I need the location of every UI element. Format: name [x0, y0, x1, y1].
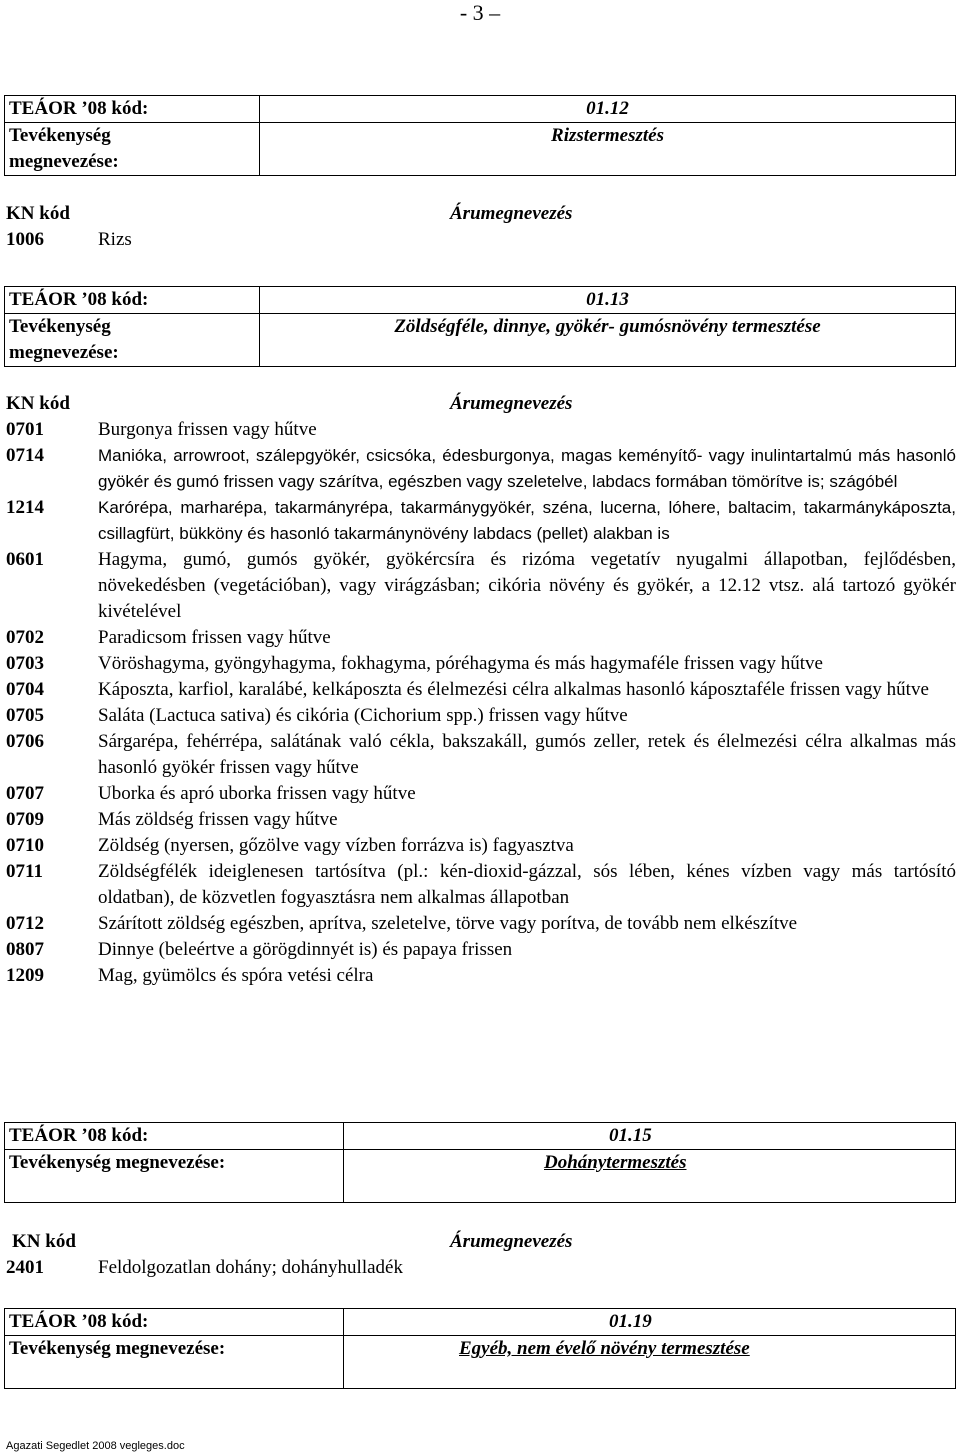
item-description: Káposzta, karfiol, karalábé, kelkáposzta és élelmezési célra alkalmas hasonló káposztaféle frissen vagy hűtve: [98, 679, 929, 700]
list-item: [6, 807, 956, 833]
kn-code: 0705: [6, 705, 44, 726]
entries-0115: [6, 1255, 956, 1281]
item-description: Más zöldség frissen vagy hűtve: [98, 809, 338, 830]
item-description: Saláta (Lactuca sativa) és cikória (Cichorium spp.) frissen vagy hűtve: [98, 705, 628, 726]
teaor-label: TEÁOR ’08 kód:: [5, 96, 260, 123]
list-item: [6, 417, 956, 443]
list-item: [6, 1255, 956, 1281]
list-item: [6, 911, 956, 937]
item-description: Mag, gyümölcs és spóra vetési célra: [98, 965, 374, 986]
kn-code: 0702: [6, 627, 44, 648]
teaor-label: TEÁOR ’08 kód:: [5, 1309, 344, 1336]
activity-label: Tevékenység megnevezése:: [5, 314, 260, 367]
list-item: [6, 677, 956, 703]
kn-code: 1214: [6, 497, 44, 518]
item-description: Karórépa, marharépa, takarmányrépa, takarmánygyökér, széna, lucerna, lóhere, baltacim, takarmánykáposzta, csillagfürt, bükköny és hasonló takarmánynövény labdacs (pellet) alakban is: [98, 498, 956, 543]
kn-kod-label: KN kód: [6, 203, 70, 224]
item-description: Vöröshagyma, gyöngyhagyma, fokhagyma, póréhagyma és más hagymaféle frissen vagy hűtve: [98, 653, 823, 674]
item-description: Paradicsom frissen vagy hűtve: [98, 627, 331, 648]
kn-kod-label: KN kód: [6, 393, 70, 414]
activity-name: Rizstermesztés: [260, 123, 956, 176]
item-description: Dinnye (beleértve a görögdinnyét is) és papaya frissen: [98, 939, 513, 960]
arumegnevezes-label: Árumegnevezés: [450, 1231, 573, 1252]
kn-code: 0707: [6, 783, 44, 804]
list-item: [6, 781, 956, 807]
page-number: - 3 –: [459, 0, 501, 25]
activity-label: Tevékenység megnevezése:: [5, 1150, 344, 1203]
list-item: [6, 963, 956, 989]
arumegnevezes-label: Árumegnevezés: [450, 393, 573, 414]
kn-code: 0714: [6, 445, 44, 466]
activity-name: Egyéb, nem évelő növény termesztése: [344, 1336, 956, 1389]
teaor-table-0113: [4, 286, 956, 367]
kn-kod-label: KN kód: [12, 1231, 76, 1252]
list-item: [6, 227, 956, 253]
teaor-code: 01.15: [344, 1123, 956, 1150]
entries-0112: [6, 227, 956, 253]
list-item: [6, 625, 956, 651]
list-item: [6, 443, 956, 495]
arumegnevezes-label: Árumegnevezés: [450, 203, 573, 224]
kn-code: 0703: [6, 653, 44, 674]
kn-code: 0710: [6, 835, 44, 856]
teaor-code: 01.13: [260, 287, 956, 314]
kn-code: 0807: [6, 939, 44, 960]
kn-code: 0712: [6, 913, 44, 934]
kn-code: 2401: [6, 1257, 44, 1278]
kn-code: 0706: [6, 731, 44, 752]
item-description: Manióka, arrowroot, szálepgyökér, csicsóka, édesburgonya, magas keményítő- vagy inulintartalmú más hasonló gyökér és gumó frissen vagy szárítva, egészben vagy szeletelve, labdacs formában tömörítve is; szágóbél: [98, 446, 956, 491]
kn-code: 0701: [6, 419, 44, 440]
item-description: Zöldségfélék ideiglenesen tartósítva (pl.: kén-dioxid-gázzal, sós lében, kénes vízben vagy más tartósító oldatban), de közvetlen fogyasztásra nem alkalmas állapotban: [98, 861, 956, 908]
activity-label: Tevékenység megnevezése:: [5, 123, 260, 176]
list-item: [6, 833, 956, 859]
activity-label: Tevékenység megnevezése:: [5, 1336, 344, 1389]
list-item: [6, 729, 956, 781]
list-item: [6, 651, 956, 677]
activity-name: Dohánytermesztés: [344, 1150, 956, 1203]
teaor-code: 01.12: [260, 96, 956, 123]
teaor-table-0119: [4, 1308, 956, 1389]
item-description: Szárított zöldség egészben, aprítva, szeletelve, törve vagy porítva, de tovább nem elkészítve: [98, 913, 798, 934]
item-description: Sárgarépa, fehérrépa, salátának való cékla, bakszakáll, gumós zeller, retek és élelmezési célra alkalmas más hasonló gyökér frissen vagy hűtve: [98, 731, 956, 778]
item-description: Burgonya frissen vagy hűtve: [98, 419, 317, 440]
item-description: Rizs: [98, 229, 132, 250]
entries-0113: [6, 417, 956, 989]
document-filename: Agazati Segedlet 2008 vegleges.doc: [6, 1440, 185, 1452]
item-description: Hagyma, gumó, gumós gyökér, gyökércsíra és rizóma vegetatív nyugalmi állapotban, fejlődésben, növekedésben (vegetációban), vagy virágzásban; cikória növény és gyökér, a 12.12 vtsz. alá tartozó gyökér kivételével: [98, 549, 956, 622]
kn-code: 0711: [6, 861, 43, 882]
kn-code: 1209: [6, 965, 44, 986]
teaor-code: 01.19: [344, 1309, 956, 1336]
kn-code: 1006: [6, 229, 44, 250]
list-item: [6, 547, 956, 625]
kn-code: 0709: [6, 809, 44, 830]
teaor-label: TEÁOR ’08 kód:: [5, 287, 260, 314]
item-description: Zöldség (nyersen, gőzölve vagy vízben forrázva is) fagyasztva: [98, 835, 574, 856]
list-item: [6, 937, 956, 963]
list-item: [6, 703, 956, 729]
teaor-label: TEÁOR ’08 kód:: [5, 1123, 344, 1150]
kn-code: 0704: [6, 679, 44, 700]
list-item: [6, 859, 956, 911]
item-description: Feldolgozatlan dohány; dohányhulladék: [98, 1257, 403, 1278]
kn-code: 0601: [6, 549, 44, 570]
activity-name: Zöldségféle, dinnye, gyökér- gumósnövény termesztése: [260, 314, 956, 367]
item-description: Uborka és apró uborka frissen vagy hűtve: [98, 783, 416, 804]
list-item: [6, 495, 956, 547]
teaor-table-0112: [4, 95, 956, 176]
teaor-table-0115: [4, 1122, 956, 1203]
